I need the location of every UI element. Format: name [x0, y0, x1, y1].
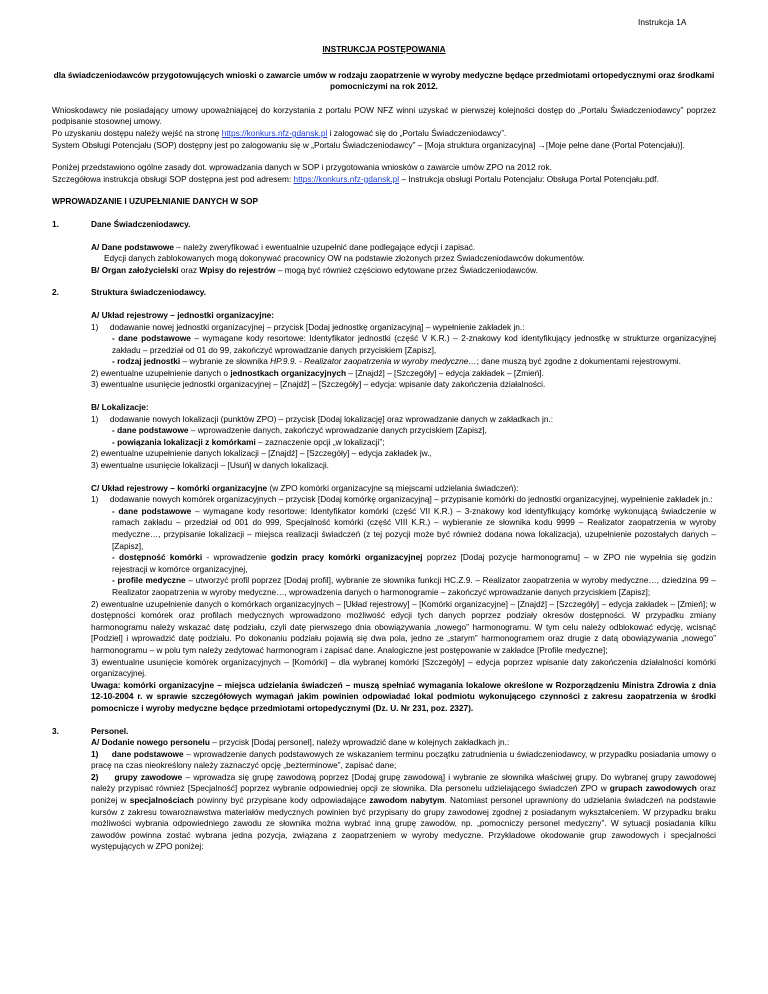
section-2-c3: 3) ewentualne usunięcie komórek organizacyjnych – [Komórki] – dla wybranej komórki [Szczegóły] – edycja poprzez wpisanie daty zakończenia działalności komórki organizacyjnej. [91, 656, 716, 679]
section-2-b3: 3) ewentualne usunięcie lokalizacji – [Usuń] w danych lokalizacji. [91, 460, 329, 471]
intro-paragraph-2: Po uzyskaniu dostępu należy wejść na stronę https://konkurs.nfz-gdansk.pl i zalogować się do „Portalu Świadczeniodawcy”. [52, 127, 507, 138]
section-heading: WPROWADZANIE I UZUPEŁNIANIE DANYCH W SOP [52, 196, 259, 207]
section-2-c1-pm: - profile medyczne – utworzyć profil poprzez [Dodaj profil], wybranie ze słownika funkcji HC.Z.9. – Realizator zaopatrzenia w wyroby medyczne…, dziedzina 99 – Realizator zaopatrzenia w wyroby medyczne…, wprowadzenia danych o harmonogramie – zakończyć wprowadzanie danych przyciskiem [Zapisz]; [112, 575, 716, 597]
section-2-b1-dp: - dane podstawowe – wprowadzenie danych, zakończyć wprowadzanie danych przyciskiem [Zapisz], [112, 425, 487, 436]
section-2-c2: 2) ewentualne uzupełnienie danych o komórkach organizacyjnych – [Układ rejestrowy] – [Komórki organizacyjne] – [Znajdź] – [Szczegóły] – edycja zakładek – [Zmień]; w dostępności komórek oraz profilach medycznych wprowadzono możliwość edycji tych danych poprzez podziały okresów dostępności. W przypadku zmiany harmonogramu należy wskazać datę podziału, czyli datę pierwszego dnia obowiązywania „nowego” harmonogramu. W tym celu należy odblokować edycję, wcisnąć [Podziel] i wprowadzić datę podziału. Po dokonaniu podziału pojawią się dwa pola, jedno ze „starym” harmonogramem oraz drugie z datą obowiązywania „nowego” harmonogramu – w polu tym należy zedytować harmonogram i zapisać dane. Analogiczne jest postępowanie w zakładce [Profile medyczne]; [91, 598, 716, 655]
intro-paragraph-5: Szczegółowa instrukcja obsługi SOP dostępna jest pod adresem: https://konkurs.nfz-gdansk.pl – Instrukcja obsługi Portalu Potencjału: Obsługa Portal Potencjału.pdf. [52, 173, 659, 184]
intro-paragraph-3: System Obsługi Potencjału (SOP) dostępny jest po zalogowaniu się w „Portalu Świadczeniodawcy” – [Moja struktura organizacyjna] →[Moje pełne dane (Portal Potencjału)]. [52, 139, 685, 150]
section-2-b1: 1) dodawanie nowych lokalizacji (punktów ZPO) – przycisk [Dodaj lokalizację] oraz wprowadzanie danych w zakładkach jn.: [91, 413, 554, 424]
intro-paragraph-4: Poniżej przedstawiono ogólne zasady dot. wprowadzania danych w SOP i przygotowania wniosków o zawarcie umów ZPO na 2012 rok. [52, 162, 552, 173]
section-3-item-2: 2) grupy zawodowe – wprowadza się grupę zawodową poprzez [Dodaj grupę zawodową] i wybranie ze słownika właściwej grupy. Do wybranej grupy zawodowej należy przypisać również [Specjalność] poprzez wybranie odpowiedniej opcji ze słownika. Dla personelu udzielającego świadczeń ZPO w grupach zawodowych oraz poniżej w specjalnościach powinny być przypisane kody odpowiadające zawodom nabytym. Natomiast personel uprawniony do udzielania świadczeń na podstawie kursów z zakresu towaroznawstwa materiałów medycznych powinien być przypisany do grupy zawodowej zgodnej z posiadanym wykształceniem. W przypadku braku możliwości wybrania odpowiedniego zawodu ze słownika można wybrać inną grupę zawodów, np. „pomocniczy personel medyczny”. W sytuacji posiadania kilku zawodów powinna zostać wybrana jedna pozycja, związana z zaopatrzeniem w wyroby medyczne. Przykładowe okodowanie grup zawodowych i specjalności występujących w ZPO poniżej: [91, 771, 716, 852]
section-2-a3: 3) ewentualne usunięcie jednostki organizacyjnej – [Znajdź] – [Szczegóły] – edycja: wpisanie daty zakończenia działalności. [91, 379, 546, 390]
section-3-item-1: 1) dane podstawowe – wprowadzenie danych podstawowych ze wskazaniem terminu początku zatrudnienia u świadczeniodawcy, w przypadku posiadania umowy o pracę na czas nieokreślony należy zaznaczyć opcję „bezterminowe”, zapisać dane; [91, 748, 716, 771]
section-2-a1-rj: - rodzaj jednostki – wybranie ze słownika HP.9.9. - Realizator zaopatrzenia w wyroby medyczne…; dane muszą być zgodne z dokumentami rejestrowymi. [112, 356, 681, 367]
section-2-a1: 1) dodawanie nowej jednostki organizacyjnej – przycisk [Dodaj jednostkę organizacyjną] – wypełnienie zakładek jn.: [91, 321, 525, 332]
intro-paragraph-1: Wnioskodawcy nie posiadający umowy upoważniającej do korzystania z portalu POW NFZ winni uzyskać w pierwszej kolejności dostęp do „Portalu Świadczeniodawcy” poprzez podpisanie stosownej umowy. [52, 104, 716, 127]
section-2-a1-dp: - dane podstawowe – wymagane kody resortowe: Identyfikator jednostki (część V K.R.) – 2-znakowy kod identyfikujący jednostkę w strukturze organizacyjnej zakładu – przedział od 01 do 99, zakończyć wprowadzanie danych przyciskiem [Zapisz], [112, 333, 716, 355]
section-2-a-head: A/ Układ rejestrowy – jednostki organizacyjne: [91, 309, 275, 320]
section-2-a2: 2) ewentualne uzupełnienie danych o jednostkach organizacyjnych – [Znajdź] – [Szczegóły] – edycja zakładek – [Zmień]. [91, 367, 544, 378]
portal-link-1[interactable]: https://konkurs.nfz-gdansk.pl [221, 127, 328, 138]
section-2-b-head: B/ Lokalizacje: [91, 402, 149, 413]
document-page [52, 44, 716, 853]
document-label: Instrukcja 1A [638, 17, 687, 27]
section-2-c1-dk: - dostępność komórki - wprowadzenie godzin pracy komórki organizacyjnej poprzez [Dodaj pozycje harmonogramu] – w ZPO nie wypełnia się godzin rejestracji w komórce organizacyjnej, [112, 552, 716, 574]
section-1-a-line2: Edycji danych zablokowanych mogą dokonywać pracownicy OW na podstawie złożonych przez Świadczeniodawców dokumentów. [104, 253, 585, 264]
section-2-uwaga: Uwaga: komórki organizacyjne – miejsca udzielania świadczeń – muszą spełniać wymagania lokalowe określone w Rozporządzeniu Ministra Zdrowia z dnia 12-10-2004 r. w sprawie szczegółowych wymagań jakim powinien odpowiadać lokal podmiotu wykonującego czynności z zakresu zaopatrzenia w środki pomocnicze i wyroby medyczne będące przedmiotami ortopedycznymi (Dz. U. Nr 231, poz. 2327). [91, 679, 716, 713]
section-2-title: 2. Struktura świadczeniodawcy. [52, 287, 207, 298]
section-3-a: A/ Dodanie nowego personelu – przycisk [Dodaj personel], należy wprowadzić dane w kolejnych zakładkach jn.: [91, 737, 510, 748]
section-3-title: 3. Personel. [52, 725, 129, 736]
section-1-b: B/ Organ założycielski oraz Wpisy do rejestrów – mogą być również częściowo edytowane przez Świadczeniodawców. [91, 264, 538, 275]
section-2-b1-pl: - powiązania lokalizacji z komórkami – zaznaczenie opcji „w lokalizacji”; [112, 436, 385, 447]
portal-link-2[interactable]: https://konkurs.nfz-gdansk.pl [293, 173, 400, 184]
document-subtitle: dla świadczeniodawców przygotowujących wnioski o zawarcie umów w rodzaju zaopatrzenie w wyroby medyczne będące przedmiotami ortopedycznymi oraz środkami pomocniczymi na rok 2012. [53, 69, 715, 92]
section-2-c-head: C/ Układ rejestrowy – komórki organizacyjne (w ZPO komórki organizacyjne są miejscami udzielania świadczeń): [91, 482, 519, 493]
section-1-a: A/ Dane podstawowe – należy zweryfikować i ewentualnie uzupełnić dane podlegające edycji i zapisać. [91, 241, 476, 252]
section-2-c1-dp: - dane podstawowe – wymagane kody resortowe: Identyfikator komórki (część VII K.R.) – 3-znakowy kod identyfikujący komórkę wykonującą świadczenie w ramach zakładu – przedział od 001 do 999, Specjalność komórki (część VIII K.R.) – wybieranie ze słownika kodu 9999 – Realizator zaopatrzenia w wyroby medyczne…, przypisanie lokalizacji – miejsca realizacji świadczeń (z tej pozycji może być również dodana nowa lokalizacja), uzupełnienie pozostałych danych – [Zapisz], [112, 505, 717, 551]
section-2-b2: 2) ewentualne uzupełnienie danych lokalizacji – [Znajdź] – [Szczegóły] – edycja zakładek jw., [91, 448, 432, 459]
section-1-title: 1. Dane Świadczeniodawcy. [52, 218, 191, 229]
section-2-c1: 1) dodawanie nowych komórek organizacyjnych – przycisk [Dodaj komórkę organizacyjną] – przypisanie komórki do jednostki organizacyjnej, wypełnienie zakładek jn.: [91, 494, 713, 505]
document-title: INSTRUKCJA POSTĘPOWANIA [322, 44, 446, 54]
